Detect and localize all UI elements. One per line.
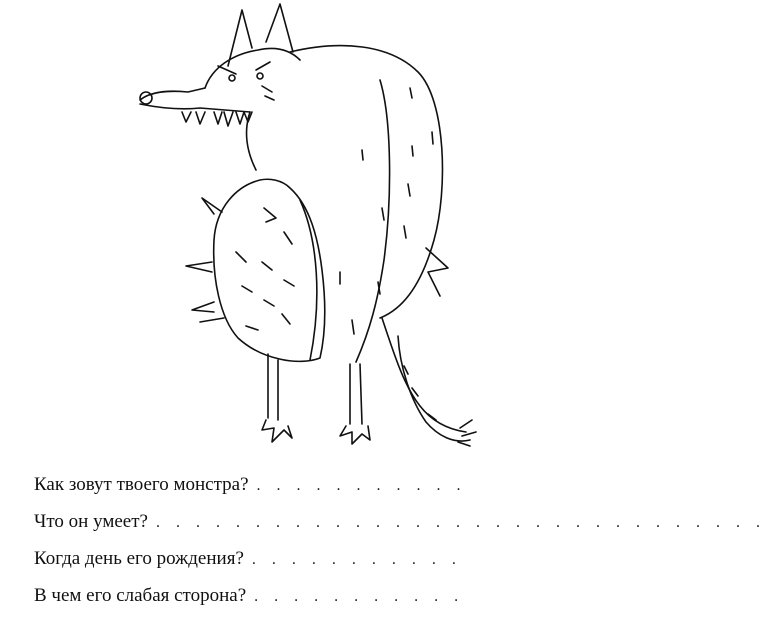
- question-row-weakness: [34, 585, 564, 622]
- question-text: Когда день его рождения?: [34, 548, 244, 569]
- question-text: В чем его слабая сторона?: [34, 585, 247, 606]
- answer-dots[interactable]: . . . . . . . . . . .: [256, 477, 467, 494]
- question-text: Как зовут твоего монстра?: [34, 474, 249, 495]
- answer-dots[interactable]: . . . . . . . . . . . . . . . . . . . . . . . . . . . . . . .: [155, 514, 766, 531]
- question-row-skills: [34, 511, 766, 548]
- question-list: [34, 474, 766, 622]
- question-text: Что он умеет?: [34, 511, 148, 532]
- question-row-birthday: [34, 548, 564, 585]
- answer-dots[interactable]: . . . . . . . . . . .: [251, 551, 462, 568]
- answer-dots[interactable]: . . . . . . . . . . .: [254, 588, 465, 605]
- question-row-name: [34, 474, 564, 511]
